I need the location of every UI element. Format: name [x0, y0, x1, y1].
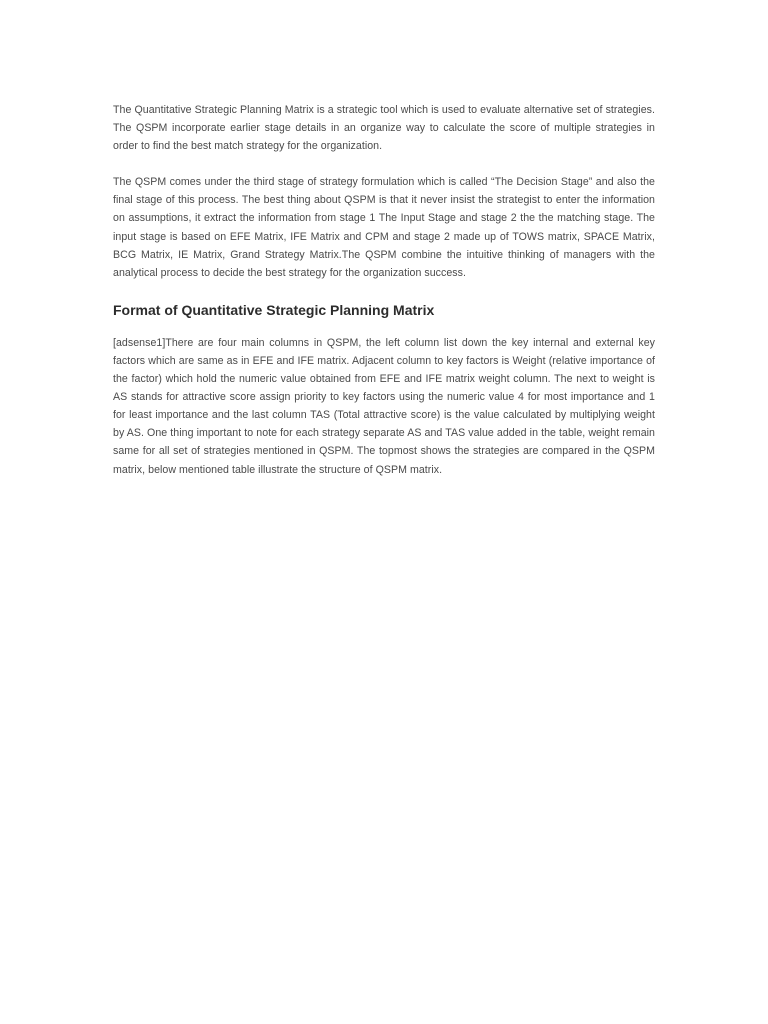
format-paragraph: [adsense1]There are four main columns in QSPM, the left column list down the key internal and external key factors which are same as in EFE and IFE matrix. Adjacent column to key factors is Weight (relative importance of the factor) which hold the numeric value obtained from EFE and IFE matrix weight column. The next to weight is AS stands for attractive score assign priority to key factors using the numeric value 4 for most importance and 1 for least importance and the last column TAS (Total attractive score) is the value calculated by multiplying weight by AS. One thing important to note for each strategy separate AS and TAS value added in the table, weight remain same for all set of strategies mentioned in QSPM. The topmost shows the strategies are compared in the QSPM matrix, below mentioned table illustrate the structure of QSPM matrix. — [113, 336, 655, 476]
section-heading: Format of Quantitative Strategic Planning Matrix — [113, 301, 435, 318]
intro-paragraph-2: The QSPM comes under the third stage of strategy formulation which is called “The Decision Stage” and also the final stage of this process. The best thing about QSPM is that it never insist the strategist to enter the information on assumptions, it extract the information from stage 1 The Input Stage and stage 2 the the matching stage. The input stage is based on EFE Matrix, IFE Matrix and CPM and stage 2 made up of TOWS matrix, SPACE Matrix, BCG Matrix, IE Matrix, Grand Strategy Matrix.The QSPM combine the intuitive thinking of managers with the analytical process to decide the best strategy for the organization success. — [113, 176, 655, 279]
document-body — [113, 101, 655, 479]
intro-paragraph-1: The Quantitative Strategic Planning Matrix is a strategic tool which is used to evaluate alternative set of strategies. The QSPM incorporate earlier stage details in an organize way to calculate the score of multiple strategies in order to find the best match strategy for the organization. — [113, 104, 655, 153]
